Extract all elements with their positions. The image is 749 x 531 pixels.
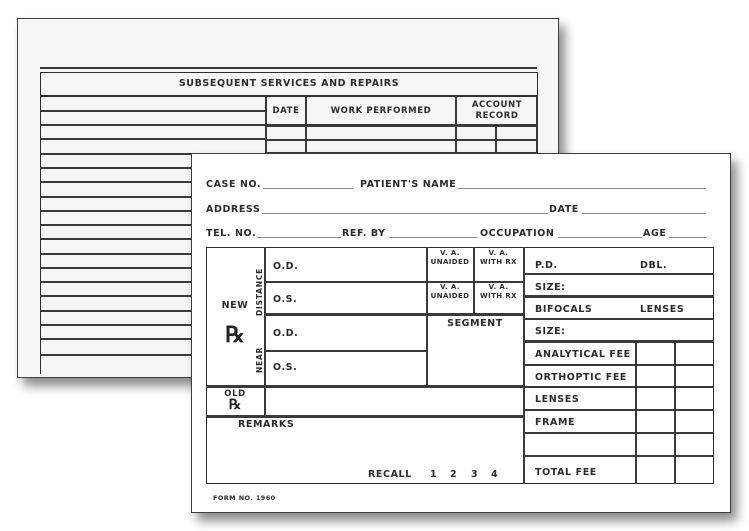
rx-col-divider [264,247,266,386]
back-ruled-line [40,238,192,240]
age-label: AGE [643,228,667,239]
back-ruled-line [40,167,192,169]
near-label: NEAR [255,346,264,373]
case-no-label: CASE NO. [206,179,262,190]
va-line: V. A. [488,283,509,291]
old-rx-divider [264,386,266,416]
date-field[interactable] [582,213,706,214]
old-rx-icon: ℞ [228,397,242,413]
back-ruled-line [40,324,192,326]
tel-no-label: TEL. NO. [206,228,257,239]
back-ruled-line [40,181,192,183]
back-ruled-line [40,196,192,198]
back-col-work-performed: WORK PERFORMED [330,106,432,116]
fee-amount-cell-2[interactable] [675,433,713,454]
near-os-label: O.S. [273,362,298,373]
distance-label: DISTANCE [255,267,264,316]
case-no-field[interactable] [263,188,353,189]
patients-name-label: PATIENT'S NAME [360,179,457,190]
fee-amount-cell-1[interactable] [636,387,674,408]
back-ruled-line [40,138,266,140]
va-line: UNAIDED [430,258,470,266]
back-ruled-line [40,281,192,283]
back-ruled-line [40,110,266,112]
back-table-bottom [40,354,192,356]
ref-by-label: REF. BY [342,228,386,239]
distance-os-label: O.S. [273,294,298,305]
patients-name-field[interactable] [458,188,706,189]
rx-icon: ℞ [225,322,245,348]
remarks-label: REMARKS [238,419,295,430]
va-unaided-od [427,249,473,267]
rp-divider [524,318,714,320]
back-ruled-line [40,224,192,226]
va-with-rx-os [474,283,523,301]
back-top-rule [40,67,537,69]
va-unaided-os [427,283,473,301]
fee-amount-cell-1[interactable] [636,433,674,454]
va-line: V. A. [440,249,460,257]
back-section-title: SUBSEQUENT SERVICES AND REPAIRS [178,78,400,89]
rp-divider [524,273,714,275]
va-line: V. A. [440,283,460,291]
back-ruled-line [40,310,192,312]
segment-label: SEGMENT [447,318,503,329]
new-label: NEW [221,300,249,311]
fee-label: FRAME [535,417,576,428]
size-label-2: SIZE: [535,326,566,337]
fee-amount-cell-2[interactable] [675,456,713,477]
back-ruled-line [40,267,192,269]
fee-amount-cell-1[interactable] [636,365,674,386]
fee-amount-cell-2[interactable] [675,410,713,431]
occupation-label: OCCUPATION [480,228,555,239]
fee-amount-cell-2[interactable] [675,342,713,363]
age-field[interactable] [669,237,707,238]
back-ruled-line [40,295,192,297]
fee-amount-cell-2[interactable] [675,387,713,408]
near-od-label: O.D. [273,328,299,339]
recall-label: RECALL [368,469,412,480]
rp-divider-thick [524,295,714,298]
row-divider-thick [206,415,524,418]
ref-by-field[interactable] [389,237,477,238]
tel-no-field[interactable] [257,237,341,238]
fee-label: TOTAL FEE [535,467,597,478]
right-panel-divider [523,247,525,484]
fee-amount-cell-1[interactable] [636,342,674,363]
dbl-label: DBL. [640,260,668,271]
recall-option-1[interactable]: 1 [430,469,438,480]
recall-option-4[interactable]: 4 [491,469,499,480]
account-line-2: RECORD [475,111,519,121]
distance-od-label: O.D. [273,261,299,272]
back-ruled-line [40,338,192,340]
lenses-header-label: LENSES [640,304,685,315]
pd-label: P.D. [535,260,558,271]
back-ruled-line [40,124,266,126]
occupation-field[interactable] [558,237,642,238]
va-line: WITH RX [480,258,517,266]
fee-amount-cell-1[interactable] [636,456,674,477]
back-ruled-line [40,210,192,212]
back-col-date: DATE [272,106,300,116]
row-divider [265,350,426,352]
back-ruled-line [265,139,538,141]
address-label: ADDRESS [206,204,261,215]
va-line: V. A. [488,249,509,257]
address-field[interactable] [262,213,548,214]
fee-amount-cell-2[interactable] [675,365,713,386]
row-divider-thick [206,385,524,388]
fee-label: ORTHOPTIC FEE [535,372,627,383]
back-header-bottom [265,124,538,127]
va-line: WITH RX [480,292,517,300]
fee-label: ANALYTICAL FEE [535,349,631,360]
date-label: DATE [549,204,579,215]
col-divider [426,247,428,386]
back-col-account-record [457,100,537,122]
account-line-1: ACCOUNT [471,100,523,110]
back-ruled-line [40,253,192,255]
recall-option-2[interactable]: 2 [450,469,458,480]
va-with-rx-od [474,249,523,267]
fee-amount-cell-1[interactable] [636,410,674,431]
bifocals-label: BIFOCALS [535,304,593,315]
fee-label: LENSES [535,394,580,405]
form-number: FORM NO. 1960 [213,494,276,502]
recall-option-3[interactable]: 3 [471,469,479,480]
va-line: UNAIDED [430,292,470,300]
old-label: OLD [224,389,246,399]
row-divider-thick [265,313,523,316]
size-label-1: SIZE: [535,282,566,293]
